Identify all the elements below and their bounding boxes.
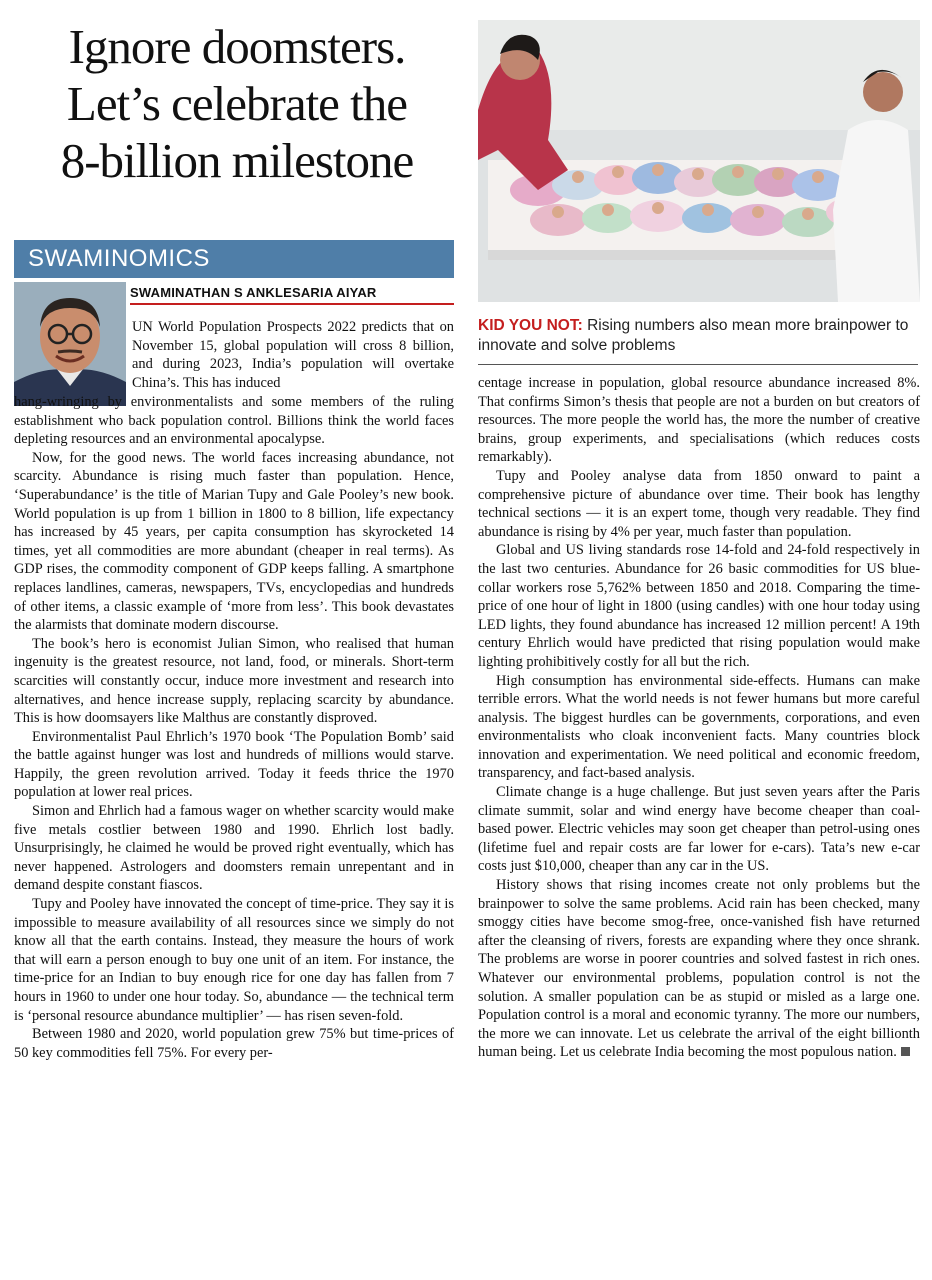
headline-line-1: Ignore doomsters. [68, 19, 406, 74]
paragraph-3: The book’s hero is economist Julian Simon, who realised that human ingenuity is the greatest resource, not land, food, or minerals. Short-term scarcities will constantly occur, induce more investment and research into alternatives, and hence increase supply, replacing scarcity by abundance. This is how doomsayers like Malthus are constantly disproved. [14, 635, 454, 727]
article-column-intro [132, 318, 454, 392]
paragraph-7a: Between 1980 and 2020, world population grew 75% but time-prices of 50 key commodities fell 75%. For every per- [14, 1026, 454, 1061]
newborns-photo [478, 20, 920, 302]
article-column-right [478, 374, 920, 1062]
headline [12, 18, 462, 189]
byline: SWAMINATHAN S ANKLESARIA AIYAR [130, 285, 454, 305]
paragraph-12: History shows that rising incomes create not only problems but the brainpower to solve the same problems. Acid rain has been checked, many smoggy cities have become smog-free, once-vanished fish have returned after the cleansing of rivers, forests are expanding where they once shrank. The problems are worse in poorer countries and solved fastest in rich ones. Whatever our environmental problems, population control is not the solution. A smaller population can be as stupid or misled as a large one. Population control is a moral and economic tyranny. The more our numbers, the more we can innovate. Let us celebrate the arrival of the eight billionth human being. Let us celebrate India becoming the most populous nation. [478, 877, 920, 1061]
headline-line-3: 8-billion milestone [60, 133, 414, 188]
photo-caption [478, 316, 918, 365]
end-mark-icon [901, 1047, 910, 1056]
headline-line-2: Let’s celebrate the [66, 76, 408, 131]
paragraph-1b: hang-wringing by environmentalists and some members of the ruling establishment who back population control. Billions think the world faces depleting resources and an environmental apocalypse. [14, 394, 454, 448]
paragraph-10: High consumption has environmental side-effects. Humans can make terrible errors. What the world needs is not fewer humans but more careful analysis. The biggest hurdles can be governments, corporations, and even environmentalists who cloak inconvenient facts. Many countries block innovation and experimentation. We need political and economic freedom, transparency, and fact-based analysis. [478, 672, 920, 782]
paragraph-2: Now, for the good news. The world faces increasing abundance, not scarcity. Abundance is rising much faster than population. Hence, ‘Superabundance’ is the title of Marian Tupy and Gale Pooley’s new book. World population is up from 1 billion in 1800 to 8 billion, life expectancy has increased by 45 years, per capita consumption has skyrocketed 14 times, yet all commodities are more abundant (cheaper in real terms). As GDP rises, the commodity component of GDP keeps falling. A smartphone replaces landlines, cameras, newspapers, TVs, encyclopedias and hundreds of other items, a classic example of ‘more from less’. This book devastates the alarmists that dominate modern discourse. [14, 449, 454, 634]
paragraph-4: Environmentalist Paul Ehrlich’s 1970 book ‘The Population Bomb’ said the battle against hunger was lost and hundreds of millions would starve. Happily, the green revolution arrived. Today it feeds thrice the 1970 population at lower real prices. [14, 728, 454, 801]
author-photo [14, 282, 126, 406]
paragraph-8: Tupy and Pooley analyse data from 1850 onward to paint a comprehensive picture of abundance over time. Their book has lengthy technical sections — it is an expert tome, though very readable. They find abundance is rising by 4% per year, much faster than population. [478, 467, 920, 540]
paragraph-11: Climate change is a huge challenge. But just seven years after the Paris climate summit, solar and wind energy have become cheaper than coal-based power. Electric vehicles may soon get cheaper than petrol-using ones (lifetime fuel and repair costs are far lower for e-cars). Tata’s new e-car costs just $10,000, cheaper than any car in the US. [478, 784, 920, 875]
paragraph-5: Simon and Ehrlich had a famous wager on whether scarcity would make five metals costlier between 1980 and 1990. Ehrlich lost badly. Unsurprisingly, he claimed he would be proved right eventually, which has never happened. Astrologers and doomsters remain unrepentant and in demand despite constant fiascos. [14, 803, 454, 894]
paragraph-9: Global and US living standards rose 14-fold and 24-fold respectively in the last two centuries. Abundance for 26 basic commodities for US blue-collar workers rose 5,762% between 1850 and 2018. Comparing the time-price of one hour of light in 1800 (using candles) with one hour today using LED lights, they found abundance has increased 12 million percent! A 19th century Ehrlich would have predicted that rising population would make lighting prohibitively costly for all but the rich. [478, 542, 920, 670]
caption-text: Rising numbers also mean more brainpower to innovate and solve problems [478, 317, 909, 354]
paragraph-7b: centage increase in population, global resource abundance increased 8%. That confirms Simon’s thesis that people are not a burden on but creators of resources. The more people the world has, the more the number of creative brains, group experiments, and specialisations (which reduces costs remarkably). [478, 375, 920, 466]
paragraph-6: Tupy and Pooley have innovated the concept of time-price. They say it is impossible to measure availability of all resources since we simply do not know all that the earth contains. Instead, they measure the hours of work that will earn a person enough to buy one unit of an item. For instance, the time-price for an Indian to buy enough rice for one day has fallen from 7 hours in 1960 to under one hour today. So, abundance — the technical term is ‘personal resource abundance multiplier’ — has risen seven-fold. [14, 896, 454, 1024]
article-column-left [14, 393, 454, 1062]
paragraph-1a: UN World Population Prospects 2022 predicts that on November 15, global population will cross 8 billion, and during 2023, India’s population will overtake China’s. This has induced [132, 319, 454, 391]
caption-label: KID YOU NOT: [478, 317, 583, 334]
column-kicker: SWAMINOMICS [14, 240, 454, 278]
